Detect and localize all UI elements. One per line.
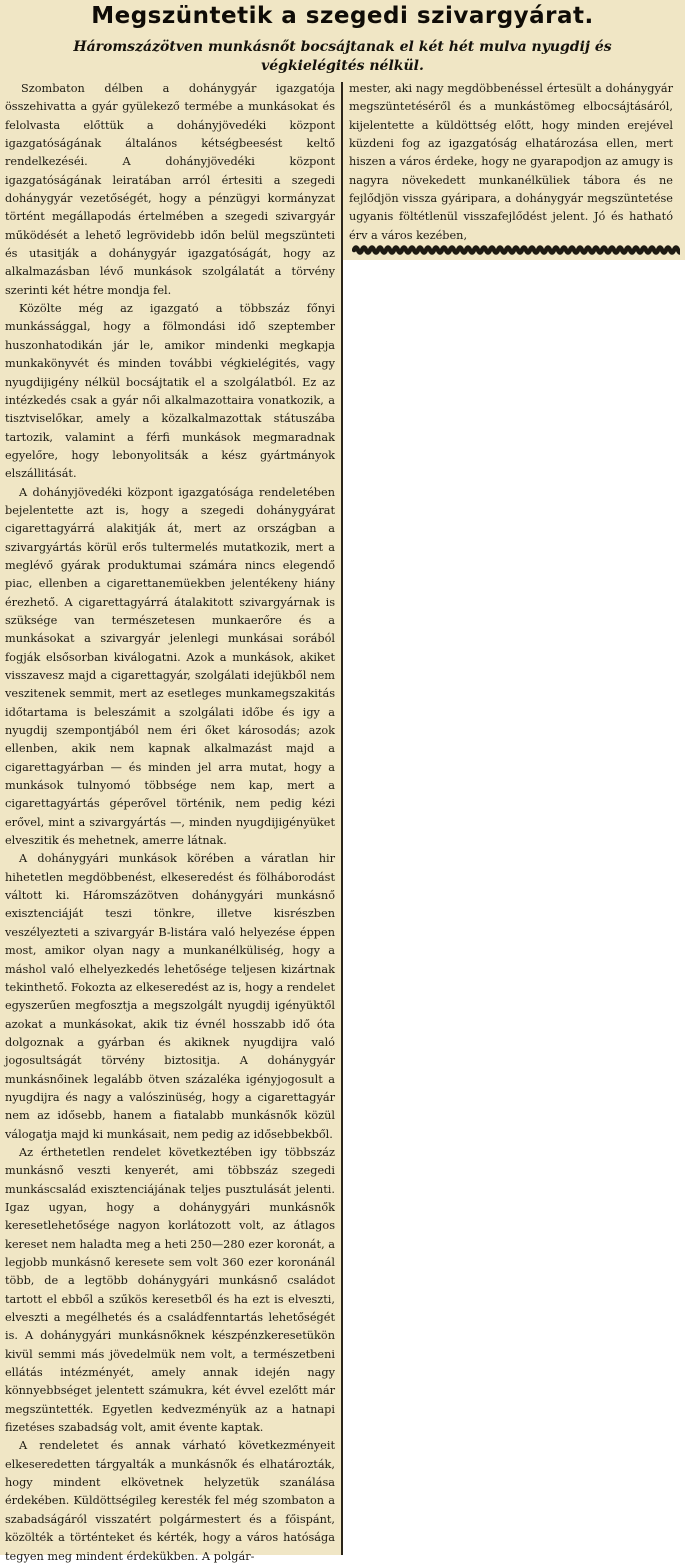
- paragraph: A rendeletet és annak várható következményeit elkeseredetten tárgyalták a munkásnők és elhatározták, hogy mindent elkövetnek helyzetük szanálása érdekében. Küldöttségileg keresték fel még szombaton a szabadságáról visszatért polgármestert és a főispánt, közölték a történteket és kérték, hogy a város hatósága tegyen meg mindent érdekükben. A polgár-: [5, 1439, 335, 1563]
- paragraph: Közölte még az igazgató a többszáz főnyi munkássággal, hogy a fölmondási idő szeptember huszonhatodikán jár le, amikor mindenki megkapja munkakönyvét és minden további végkielégités, vagy nyugdijigény nélkül bocsájtatik el a szolgálatból. Ez az intézkedés csak a gyár női alkalmazottaira vonatkozik, a tisztviselőkar, amely a közalkalmazottak státuszába tartozik, valamint a férfi munkások megmaradnak egyelőre, hogy lebonyolitsák a kész gyártmányok elszállitását.: [5, 302, 335, 481]
- right-column: [349, 80, 673, 240]
- article-headline: Megszüntetik a szegedi szivargyárat.: [91, 3, 594, 29]
- column-divider: [341, 82, 343, 1555]
- left-column: [5, 80, 335, 1563]
- article-subheadline: Háromszázötven munkásnőt bocsájtanak el két hét mulva nyugdij és végkielégités nélkül.: [73, 39, 612, 74]
- paragraph: A dohányjövedéki központ igazgatósága rendeletében bejelentette azt is, hogy a szegedi dohánygyárat cigarettagyárrá alakitják át, mert az országban a szivargyártás körül erős tultermelés mutatkozik, mert a meglévő gyárak produktumai számára nincs elegendő piac, ellenben a cigarettanemüekben jelentékeny hiány érezhető. A cigarettagyárrá átalakitott szivargyárnak is szüksége van természetesen munkaerőre és a munkásokat a szivargyár jelenlegi munkásai sorából fogják elsősorban kiválogatni. Azok a munkások, akiket visszavesz majd a cigarettagyár, szolgálati idejükből nem veszitenek semmit, mert az esetleges munkamegszakitás időtartama is beleszámit a szolgálati időbe és igy a nyugdij szempontjából nem éri őket károsodás; azok ellenben, akik nem kapnak alkalmazást majd a cigarettagyárban — és minden jel arra mutat, hogy a munkások tulnyomó többsége nem kap, mert a cigarettagyártás géperővel történik, nem pedig kézi erővel, mint a szivargyártás —, minden nyugdijigényüket elveszitik és mehetnek, amerre látnak.: [5, 485, 335, 848]
- paragraph: Szombaton délben a dohánygyár igazgatója összehivatta a gyár gyülekező termébe a munkásokat és felolvasta előttük a dohányjövedéki központ igazgatóságának általános kétségbeesést keltő rendelkezéséi. A dohányjövedéki központ igazgatóságának leiratában arról értesiti a szegedi dohánygyár vezetőségét, hogy a pénzügyi kormányzat történt megállapodás értelmében a szegedi szivargyár működését a lehető legrövidebb időn belül megszünteti és utasitják a dohánygyár igazgatóságát, hogy az alkalmazásban lévő munkások szolgálatát a törvény szerinti két hétre mondja fel.: [5, 82, 335, 297]
- paragraph: mester, aki nagy megdöbbenéssel értesült a dohánygyár megszüntetéséről és a munkástömeg elbocsájtásáról, kijelentette a küldöttség előtt, hogy minden erejével küzdeni fog az igazgatóság elhatározása ellen, mert hiszen a város érdeke, hogy ne gyarapodjon az amugy is nagyra növekedett munkanélküliek tábora és ne fejlődjön vissza gyáripara, a dohánygyár megszüntetése ugyanis föltétlenül visszafejlődést jelent. Jó és hatható érv a város kezében,: [349, 82, 673, 242]
- paragraph: A dohánygyári munkások körében a váratlan hir hihetetlen megdöbbenést, elkeseredést és fölháborodást váltott ki. Háromszázötven dohánygyári munkásnő exisztenciáját teszi tönkre, illetve kisrészben veszélyezteti a szivargyár B-listára való helyezése éppen most, amikor olyan nagy a munkanélküliség, hogy a máshol való elhelyezkedés lehetősége teljesen kizártnak tekinthető. Fokozta az elkeseredést az is, hogy a rendelet egyszerűen megfosztja a megszolgált nyugdij igényüktől azokat a munkásokat, akik tiz évnél hosszabb idő óta dolgoznak a gyárban és akiknek nyugdijra való jogosultságát törvény biztositja. A dohánygyár munkásnőinek legalább ötven százaléka igényjogosult a nyugdijra és nagy a valószinüség, hogy a cigarettagyár nem az idősebb, hanem a fiatalabb munkásnők közül válogatja majd ki munkásait, nem pedig az idősebbekből.: [5, 852, 335, 1141]
- wavy-end-rule: [352, 243, 680, 257]
- paragraph: Az érthetetlen rendelet következtében igy többszáz munkásnő veszti kenyerét, ami többszáz szegedi munkáscsalád exisztenciájának teljes pusztulását jelenti. Igaz ugyan, hogy a dohánygyári munkásnők keresetlehetősége nagyon korlátozott volt, az átlagos kereset nem haladta meg a heti 250—280 ezer koronát, a legjobb munkásnő keresete sem volt 360 ezer koronánál több, de a legtöbb dohánygyári munkásnő családot tartott el ebből a szűkös keresetből és ha ezt is elveszti, elveszti a megélhetés és a családfenntartás lehetőségét is. A dohánygyári munkásnőknek készpénzkeresetükön kivül semmi más jövedelmük nem volt, a természetbeni ellátás intézményét, amely annak idején nagy könnyebbséget jelentett számukra, két évvel ezelőtt már megszüntették. Egyetlen kedvezményük az a hatnapi fizetéses szabadság volt, amit évente kaptak.: [5, 1145, 335, 1435]
